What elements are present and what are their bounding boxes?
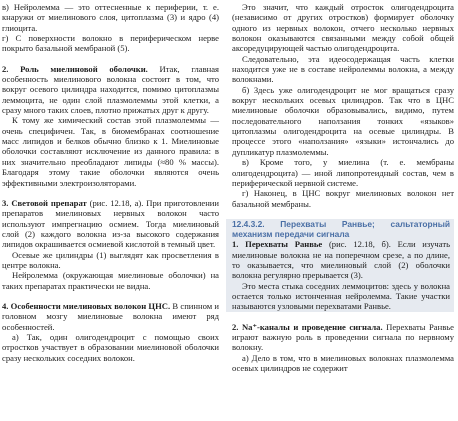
section-text: Итак, главная особенность миелинового волокна состоит в том, что вокруг осевого цилиндра находится, помимо цитоплазмы леммоцита, не один слой плазмолеммы этой клетки, а сразу много таких слоев, плотно прижатых друг к другу. [2, 63, 219, 116]
paragraph-neurolemma-invisible: Нейролемма (окружающая миелиновые оболочки) на таких препаратах практически не видна. [2, 270, 219, 291]
section-heading: 2. Роль миелиновой оболочки. [2, 63, 148, 74]
subsection-ranvier-nodes [232, 239, 450, 280]
paragraph-axial-cylinders: Осевые же цилиндры (1) выглядят как просветления в центре волокна. [2, 249, 219, 270]
section-heading: 4. Особенности миелиновых волокон ЦНС. [2, 300, 171, 311]
subsection-na-channels [232, 322, 454, 353]
section-text: (рис. 12.18, а). При приготовлении препаратов миелиновых нервных волокон часто используют импрегнацию осмием. Тогда миелиновый слой (2) каждого волокна из-за высокого содержания липидов окрашивается осмиевой кислотой в темный цвет. [2, 197, 220, 250]
paragraph-neurolemma: в) Нейролемма — это оттесненные к периферии, т. е. кнаружи от миелинового слоя, цитоплазма (3) и ядро (4) глиоцита. [2, 2, 219, 33]
section-myelin-role [2, 64, 219, 116]
paragraph-lemmocyte-junction: Это места стыка соседних леммоцитов: здесь у волокна остается только истонченная нейролемма. Такие участки называются узловыми перехватами Ранвье. [232, 280, 450, 312]
paragraph-creeping: б) Здесь уже олигодендроцит не мог вращаться сразу вокруг нескольких осевых цилиндров. Так что в ЦНС миелиновые оболочки образовывались, видимо, путем последовательного наползания тонких «языков» цитоплазмы олигодендроцита на осевые цилиндры. В процессе этого «наползания» «языки» истончались до дупликатур плазмолеммы. [232, 84, 454, 157]
paragraph-basal-membrane: г) С поверхности волокно в периферическом нерве покрыто базальной мембраной (5). [2, 33, 219, 54]
right-column [232, 2, 454, 373]
left-column [2, 2, 219, 363]
section-cns-features [2, 301, 219, 332]
paragraph-consequence: Следовательно, эта идеосодержащая часть клетки находится уже не в составе нейролеммы волокна, а между волокнами. [232, 53, 454, 85]
subsection-heading: 2. Na⁺-каналы и проведение сигнала. [232, 321, 383, 332]
paragraph-no-basal-membrane: г) Наконец, в ЦНС вокруг миелиновых волокон нет базальной мембраны. [232, 188, 454, 209]
paragraph-oligodendrocyte: а) Так, один олигодендроцит с помощью своих отростков участвует в образовании миелиновой оболочки сразу нескольких соседних волокон. [2, 331, 219, 363]
paragraph-lipids: К тому же химический состав этой плазмолеммы — очень специфичен. Так, в биомембранах соотношение масс липидов и белков обычно близко к 1. Миелиновые оболочки составляют исключение из данного правила: в них значительно преобладают липиды (≈80 % массы). Благодаря этому такие оболочки являются очень эффективными электроизоляторами. [2, 115, 219, 188]
section-light-preparation [2, 198, 219, 250]
subsection-text: Перехваты Ранвье играют важную роль в проведении сигнала по нервному волокну. [232, 321, 454, 353]
section-heading: 3. Световой препарат [2, 197, 87, 208]
paragraph-process-meaning: Это значит, что каждый отросток олигодендроцита (независимо от других отростков) формирует оболочку одного из нервных волокон, отчего несколько нервных волокон оказываются связанными между собой общей аксоредуцирующей частью олигодендроцита. [232, 2, 454, 54]
subsection-heading: 1. Перехваты Ранвье [232, 239, 323, 250]
section-text: В спинном и головном мозгу миелиновые волокна имеют ряд особенностей. [2, 300, 219, 332]
paragraph-plasmalemma: а) Дело в том, что в миелиновых волокнах плазмолемма осевых цилиндров не содержит [232, 352, 454, 374]
paragraph-lipoprotein: в) Кроме того, у миелина (т. е. мембраны олигодендроцита) — иной липопротеидный состав, чем в периферической нервной системе. [232, 157, 454, 188]
ranvier-section-block [226, 219, 454, 312]
section-title-ranvier: 12.4.3.2. Перехваты Ранвье; сальтаторный механизм передачи сигнала [232, 218, 450, 240]
subsection-text: (рис. 12.18, б). Если изучать миелиновые волокна не на поперечном срезе, а по длине, то оказывается, что миелиновый слой (2) оболочки волокна регулярно прерывается (3). [232, 239, 450, 281]
